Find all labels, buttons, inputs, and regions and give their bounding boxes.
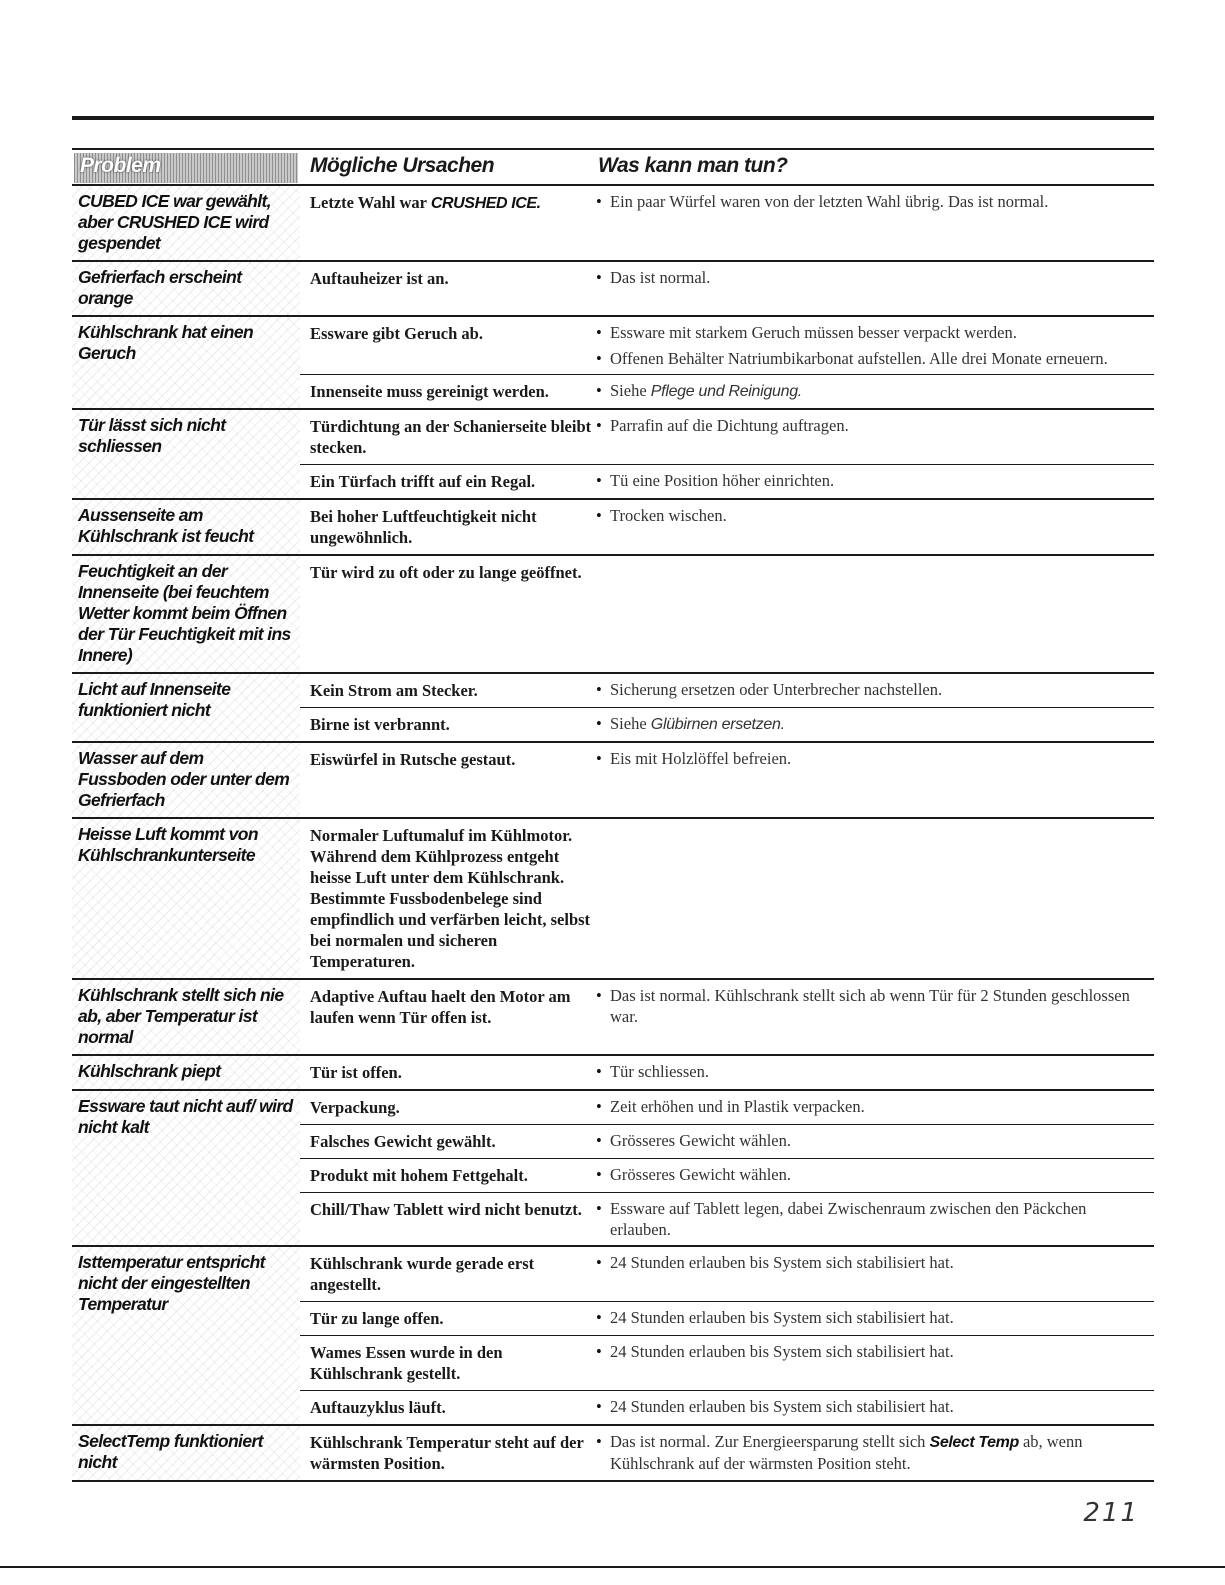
cause-row [300,1301,1154,1335]
cause-row [300,819,1154,978]
text-run: Essware mit starkem Geruch müssen besser verpackt werden. [610,323,1017,342]
remedy-item [596,322,1146,343]
text-run: Ein paar Würfel waren von der letzten Wahl übrig. Das ist normal. [610,192,1049,211]
text-run: Chill/Thaw Tablett wird nicht benutzt. [310,1200,582,1219]
cause-cell [300,674,596,707]
page-number: 211 [1083,1498,1139,1528]
text-run: Zeit erhöhen und in Plastik verpacken. [610,1097,865,1116]
problem-cell: Aussenseite am Kühlschrank ist feucht [72,500,300,554]
remedy-cell [596,317,1154,374]
cause-row [300,743,1154,776]
text-run: Siehe [610,381,651,400]
header-problem-cell [74,153,298,183]
cause-cell [300,262,596,295]
remedy-item [596,348,1146,369]
cause-cell [300,500,596,554]
cause-list [300,1426,1154,1480]
remedy-item [596,1396,1146,1417]
remedy-cell [596,1426,1154,1480]
problem-cell: Kühlschrank hat einen Geruch [72,317,300,408]
remedy-item [596,713,1146,735]
problem-group [72,1056,1154,1091]
text-run: Glübirnen ersetzen. [650,716,785,733]
remedy-item [596,380,1146,402]
cause-cell [300,410,596,464]
table-header [72,148,1154,186]
cause-row [300,1247,1154,1301]
cause-row [300,500,1154,554]
text-run: Birne ist verbrannt. [310,715,450,734]
cause-row [300,1056,1154,1089]
text-run: Offenen Behälter Natriumbikarbonat aufstellen. Alle drei Monate erneuern. [610,349,1108,368]
remedy-cell [596,1056,1154,1089]
cause-cell [300,1391,596,1424]
remedy-item [596,1130,1146,1151]
remedy-cell [596,708,1154,741]
cause-cell [300,465,596,498]
text-run: Tür schliessen. [610,1062,709,1081]
problem-cell: Essware taut nicht auf/ wird nicht kalt [72,1091,300,1245]
text-run: Select Temp [929,1434,1019,1451]
remedy-cell [596,500,1154,554]
text-run: Falsches Gewicht gewählt. [310,1132,496,1151]
text-run: Trocken wischen. [610,506,727,525]
text-run: CRUSHED ICE. [430,195,541,212]
remedy-cell [596,743,1154,776]
problem-group [72,262,1154,317]
text-run: Tü eine Position höher einrichten. [610,471,835,490]
cause-row [300,1158,1154,1192]
cause-row [300,707,1154,741]
text-run: Bei hoher Luftfeuchtigkeit nicht ungewöhnlich. [310,507,537,547]
remedy-cell [596,819,1154,978]
remedy-cell [596,1125,1154,1158]
cause-row [300,1426,1154,1480]
cause-cell [300,1336,596,1390]
remedy-item [596,1431,1146,1474]
cause-row [300,1192,1154,1245]
text-run: Tür ist offen. [310,1063,402,1082]
cause-row [300,374,1154,408]
cause-cell [300,1302,596,1335]
cause-cell [300,708,596,741]
problem-cell: Kühlschrank stellt sich nie ab, aber Temperatur ist normal [72,980,300,1054]
remedy-item [596,505,1146,526]
text-run: Parrafin auf die Dichtung auftragen. [610,416,849,435]
cause-list [300,1247,1154,1424]
text-run: Siehe [610,714,651,733]
remedy-cell [596,1336,1154,1390]
cause-row [300,980,1154,1034]
text-run: Innenseite muss gereinigt werden. [310,382,549,401]
remedy-cell [596,674,1154,707]
text-run: Auftauheizer ist an. [310,269,449,288]
cause-row [300,556,1154,589]
cause-cell [300,980,596,1034]
cause-list [300,819,1154,978]
remedy-cell [596,1159,1154,1192]
text-run: Verpackung. [310,1098,400,1117]
text-run: Wames Essen wurde in den Kühlschrank gestellt. [310,1343,503,1383]
problem-group [72,317,1154,410]
remedy-item [596,1164,1146,1185]
cause-row [300,464,1154,498]
bottom-rule [0,1566,1225,1568]
cause-list [300,500,1154,554]
cause-row [300,317,1154,374]
top-rule [72,116,1154,120]
text-run: Auftauzyklus läuft. [310,1398,446,1417]
header-causes-label: Mögliche Ursachen [310,154,495,177]
cause-cell [300,317,596,374]
cause-row [300,674,1154,707]
cause-list [300,980,1154,1054]
cause-list [300,1056,1154,1089]
cause-cell [300,743,596,776]
remedy-cell [596,980,1154,1034]
cause-row [300,1390,1154,1424]
remedy-cell [596,1247,1154,1301]
remedy-cell [596,186,1154,220]
problem-cell: Licht auf Innenseite funktioniert nicht [72,674,300,741]
remedy-cell [596,1391,1154,1424]
cause-cell [300,1426,596,1480]
cause-cell [300,1091,596,1124]
text-run: Das ist normal. Kühlschrank stellt sich ab wenn Tür für 2 Stunden geschlossen war. [610,986,1130,1026]
text-run: Das ist normal. [610,268,711,287]
cause-cell [300,1247,596,1301]
remedy-item [596,1252,1146,1273]
problem-group [72,500,1154,556]
problem-group [72,819,1154,980]
cause-cell [300,1159,596,1192]
text-run: Sicherung ersetzen oder Unterbrecher nachstellen. [610,680,943,699]
header-problem-label: Problem [80,154,161,177]
remedy-cell [596,410,1154,464]
cause-list [300,262,1154,315]
cause-list [300,186,1154,260]
cause-cell [300,186,596,220]
remedy-cell [596,262,1154,295]
remedy-item [596,1341,1146,1362]
text-run: 24 Stunden erlauben bis System sich stabilisiert hat. [610,1397,954,1416]
remedy-cell [596,465,1154,498]
text-run: Essware auf Tablett legen, dabei Zwischenraum zwischen den Päckchen erlauben. [610,1199,1087,1239]
remedy-item [596,1096,1146,1117]
remedy-item [596,1061,1146,1082]
cause-list [300,743,1154,817]
text-run: 24 Stunden erlauben bis System sich stabilisiert hat. [610,1308,954,1327]
header-remedies-label: Was kann man tun? [598,154,788,177]
problem-group [72,186,1154,262]
text-run: Grösseres Gewicht wählen. [610,1131,791,1150]
problem-cell: Wasser auf dem Fussboden oder unter dem Gefrierfach [72,743,300,817]
remedy-cell [596,556,1154,589]
cause-row [300,410,1154,464]
troubleshooting-table [72,186,1154,1482]
remedy-item [596,267,1146,288]
remedy-cell [596,1091,1154,1124]
text-run: 24 Stunden erlauben bis System sich stabilisiert hat. [610,1253,954,1272]
text-run: Das ist normal. Zur Energieersparung stellt sich [610,1432,930,1451]
text-run: Pflege und Reinigung. [650,383,802,400]
problem-cell: Feuchtigkeit an der Innenseite (bei feuchtem Wetter kommt beim Öffnen der Tür Feuchtigkeit mit ins Innere) [72,556,300,672]
text-run: Kein Strom am Stecker. [310,681,478,700]
text-run: Eiswürfel in Rutsche gestaut. [310,750,516,769]
problem-group [72,1091,1154,1247]
text-run: Adaptive Auftau haelt den Motor am laufen wenn Tür offen ist. [310,987,571,1027]
remedy-item [596,748,1146,769]
problem-group [72,980,1154,1056]
text-run: Tür wird zu oft oder zu lange geöffnet. [310,563,582,582]
problem-group [72,556,1154,674]
cause-row [300,1124,1154,1158]
remedy-item [596,679,1146,700]
cause-list [300,1091,1154,1245]
text-run: Kühlschrank wurde gerade erst angestellt. [310,1254,535,1294]
cause-cell [300,1193,596,1245]
remedy-cell [596,1193,1154,1245]
cause-list [300,410,1154,498]
problem-group [72,1247,1154,1426]
problem-cell: Isttemperatur entspricht nicht der eingestellten Temperatur [72,1247,300,1424]
problem-cell: CUBED ICE war gewählt, aber CRUSHED ICE wird gespendet [72,186,300,260]
text-run: Letzte Wahl war [310,193,431,212]
remedy-item [596,191,1146,212]
cause-row [300,262,1154,295]
text-run: Normaler Luftumaluf im Kühlmotor. Während dem Kühlprozess entgeht heisse Luft unter dem Kühlschrank. Bestimmte Fussbodenbelege sind empfindlich und verfärben leicht, selbst bei normalen und sicheren Temperaturen. [310,826,591,971]
cause-cell [300,1125,596,1158]
problem-cell: SelectTemp funktioniert nicht [72,1426,300,1480]
remedy-cell [596,375,1154,408]
text-run: Ein Türfach trifft auf ein Regal. [310,472,536,491]
remedy-item [596,470,1146,491]
text-run: Türdichtung an der Schanierseite bleibt stecken. [310,417,592,457]
remedy-item [596,985,1146,1027]
text-run: Eis mit Holzlöffel befreien. [610,749,792,768]
text-run: Tür zu lange offen. [310,1309,444,1328]
cause-row [300,186,1154,220]
problem-cell: Tür lässt sich nicht schliessen [72,410,300,498]
text-run: Grösseres Gewicht wählen. [610,1165,791,1184]
problem-cell: Kühlschrank piept [72,1056,300,1089]
cause-row [300,1335,1154,1390]
problem-group [72,1426,1154,1482]
cause-cell [300,556,596,589]
text-run: Kühlschrank Temperatur steht auf der wärmsten Position. [310,1433,584,1473]
cause-list [300,317,1154,408]
cause-cell [300,819,596,978]
problem-cell: Gefrierfach erscheint orange [72,262,300,315]
problem-group [72,674,1154,743]
text-run: Produkt mit hohem Fettgehalt. [310,1166,528,1185]
cause-row [300,1091,1154,1124]
remedy-item [596,415,1146,436]
remedy-item [596,1307,1146,1328]
cause-cell [300,375,596,408]
cause-list [300,556,1154,672]
cause-cell [300,1056,596,1089]
cause-list [300,674,1154,741]
text-run: ab, wenn Kühlschrank auf der wärmsten Position steht. [610,1432,1083,1473]
text-run: 24 Stunden erlauben bis System sich stabilisiert hat. [610,1342,954,1361]
remedy-cell [596,1302,1154,1335]
text-run: Essware gibt Geruch ab. [310,324,483,343]
problem-cell: Heisse Luft kommt von Kühlschrankunterseite [72,819,300,978]
remedy-item [596,1198,1146,1240]
problem-group [72,743,1154,819]
problem-group [72,410,1154,500]
